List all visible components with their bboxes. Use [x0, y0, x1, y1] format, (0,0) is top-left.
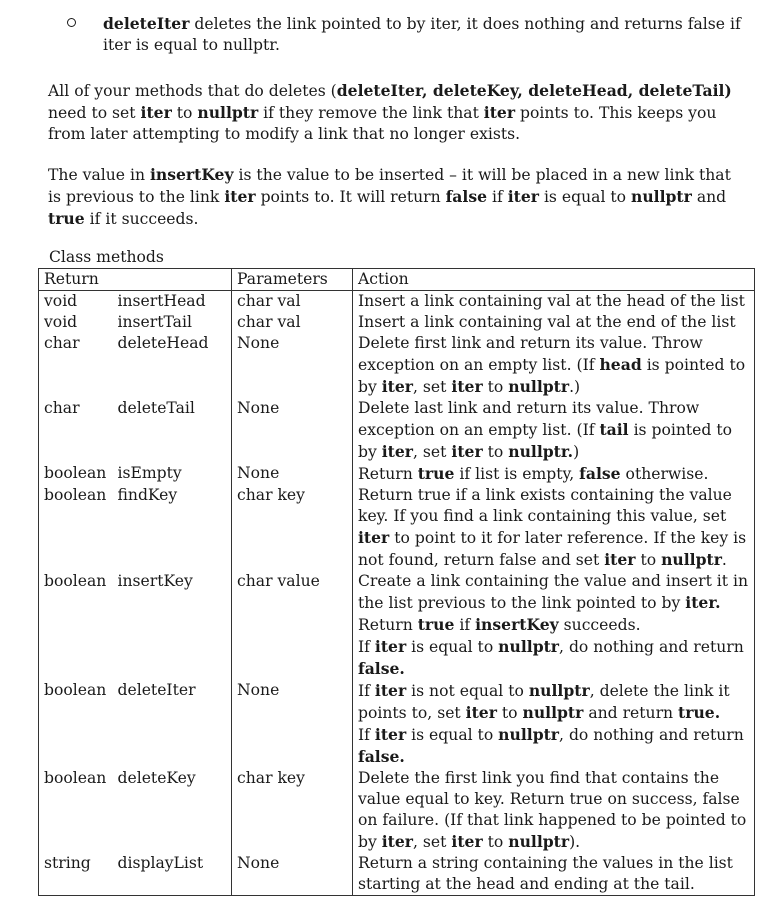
- text-run: is pointed to by: [358, 421, 733, 461]
- text-run: to: [635, 551, 662, 569]
- cell-return: boolean: [39, 680, 116, 768]
- cell-method-name: insertHead: [116, 291, 232, 313]
- cell-action: [353, 485, 755, 571]
- text-run: if: [454, 616, 476, 634]
- text-run: points to. It will return: [255, 188, 446, 206]
- cell-method-name: deleteKey: [116, 768, 232, 853]
- table-row: [39, 768, 755, 853]
- text-run: , set: [413, 378, 452, 396]
- cell-parameters: char key: [232, 485, 353, 571]
- bullet-deleteiter: [67, 13, 747, 56]
- bold-text: nullptr.: [508, 442, 574, 461]
- text-run: is not equal to: [406, 682, 529, 700]
- text-run: Create a link containing the value and insert it in the list previous to the link pointed to by: [358, 572, 749, 612]
- text-run: , do nothing and return: [559, 638, 744, 656]
- bold-text: iter: [374, 681, 407, 700]
- text-run: to: [482, 833, 509, 851]
- bullet-text: [103, 13, 747, 56]
- bold-text: nullptr: [197, 103, 259, 122]
- cell-action: [353, 571, 755, 680]
- text-run: ).: [569, 833, 581, 851]
- cell-parameters: None: [232, 398, 353, 463]
- cell-return: string: [39, 853, 116, 896]
- text-run: and return: [583, 704, 679, 722]
- cell-parameters: None: [232, 853, 353, 896]
- text-run: is the value to be inserted – it will be placed in a new link that is previous to the link: [48, 166, 731, 206]
- cell-action: [353, 463, 755, 485]
- cell-return: void: [39, 291, 116, 313]
- text-run: , set: [413, 443, 452, 461]
- text-run: ): [573, 443, 580, 461]
- text-run: is equal to: [406, 638, 499, 656]
- cell-method-name: findKey: [116, 485, 232, 571]
- bold-text: iter: [604, 550, 636, 569]
- table-row: [39, 571, 755, 680]
- cell-return: boolean: [39, 463, 116, 485]
- bold-text: iter: [465, 703, 497, 722]
- bold-text: iter: [451, 832, 483, 851]
- table-row: [39, 333, 755, 398]
- cell-action: [353, 768, 755, 853]
- bold-text: iter: [381, 377, 414, 396]
- header-name: [116, 269, 232, 291]
- bold-text: .: [715, 593, 721, 612]
- text-run: and: [691, 188, 727, 206]
- cell-action: [353, 398, 755, 463]
- text-run: , do nothing and return: [559, 726, 744, 744]
- table-row: [39, 680, 755, 768]
- bold-text: iter: [451, 377, 483, 396]
- bold-text: nullptr: [522, 703, 584, 722]
- bullet-description: deletes the link pointed to by iter, it does nothing and returns false if iter is equal to nullptr.: [103, 15, 741, 54]
- bold-text: insertKey: [475, 615, 559, 634]
- cell-method-name: insertTail: [116, 312, 232, 333]
- cell-method-name: insertKey: [116, 571, 232, 680]
- cell-parameters: char val: [232, 312, 353, 333]
- paragraph-deletes: [48, 80, 738, 145]
- cell-parameters: None: [232, 463, 353, 485]
- text-run: succeeds.: [558, 616, 641, 634]
- bullet-circle-icon: [67, 18, 76, 27]
- text-run: .: [721, 551, 727, 569]
- bold-text: false: [579, 464, 621, 483]
- bold-text: insertKey: [149, 165, 234, 184]
- table-row: [39, 398, 755, 463]
- class-methods-table: [38, 268, 755, 896]
- table-row: [39, 485, 755, 571]
- text-run: If: [358, 682, 375, 700]
- bold-text: tail: [599, 420, 629, 439]
- text-run: If: [358, 638, 375, 656]
- text-run: points to. This keeps you from later attempting to modify a link that no longer exists.: [48, 104, 717, 143]
- bullet-term: deleteIter: [103, 14, 190, 33]
- bold-text: nullptr: [498, 725, 560, 744]
- text-run: is pointed to by: [358, 356, 746, 396]
- cell-parameters: None: [232, 680, 353, 768]
- text-run: Return true if a link exists containing the value key. If you find a link containing this value, set: [358, 486, 732, 525]
- text-run: if: [487, 188, 508, 206]
- paragraph-insertkey: [48, 164, 738, 230]
- bold-text: nullptr: [631, 187, 692, 206]
- cell-return: boolean: [39, 571, 116, 680]
- cell-return: char: [39, 333, 116, 398]
- bold-text: head: [599, 355, 642, 374]
- bold-text: iter: [224, 187, 256, 206]
- header-action: Action: [353, 269, 755, 291]
- cell-action: [353, 291, 755, 313]
- cell-method-name: isEmpty: [116, 463, 232, 485]
- header-parameters: Parameters: [232, 269, 353, 291]
- text-run: .): [569, 378, 581, 396]
- text-run: Insert a link containing val at the end of the list: [358, 313, 736, 331]
- table-caption: Class methods: [49, 248, 164, 266]
- text-run: Return: [358, 465, 418, 483]
- text-run: is equal to: [406, 726, 499, 744]
- text-run: is equal to: [538, 188, 631, 206]
- bold-text: nullptr: [661, 550, 722, 569]
- text-run: , delete the link it points to, set: [358, 682, 730, 722]
- cell-action: [353, 312, 755, 333]
- header-return: Return: [39, 269, 116, 291]
- bold-text: nullptr: [498, 637, 560, 656]
- text-run: Return: [358, 616, 418, 634]
- cell-parameters: char key: [232, 768, 353, 853]
- bold-text: nullptr: [508, 377, 570, 396]
- bold-text: true.: [678, 703, 721, 722]
- text-run: to: [171, 104, 198, 122]
- bold-text: iter: [685, 593, 716, 612]
- text-run: to: [496, 704, 523, 722]
- text-run: Insert a link containing val at the head of the list: [358, 292, 745, 310]
- bold-text: false: [445, 187, 488, 206]
- cell-return: char: [39, 398, 116, 463]
- cell-return: boolean: [39, 768, 116, 853]
- text-run: if they remove the link that: [258, 104, 484, 122]
- text-run: Return a string containing the values in the list starting at the head and ending at the tail.: [358, 854, 733, 893]
- text-run: to point to it for later reference. If the key is not found, return false and set: [358, 529, 747, 569]
- bold-text: true: [417, 464, 455, 483]
- cell-action: [353, 853, 755, 896]
- text-run: Delete first link and return its value. Throw exception on an empty list. (If: [358, 334, 703, 374]
- cell-method-name: displayList: [116, 853, 232, 896]
- cell-parameters: None: [232, 333, 353, 398]
- table-row: [39, 853, 755, 896]
- bold-text: iter: [374, 637, 407, 656]
- bold-text: nullptr: [528, 681, 590, 700]
- text-run: Delete the first link you find that contains the value equal to key. Return true on success, false on failure. (If that link happened to be pointed to by: [358, 769, 747, 851]
- bold-text: iter: [358, 528, 390, 547]
- text-run: Delete last link and return its value. Throw exception on an empty list. (If: [358, 399, 700, 439]
- cell-return: boolean: [39, 485, 116, 571]
- bold-text: true: [48, 209, 85, 228]
- cell-parameters: char value: [232, 571, 353, 680]
- text-run: to: [482, 378, 509, 396]
- bold-text: iter: [140, 103, 172, 122]
- cell-return: void: [39, 312, 116, 333]
- bold-text: iter: [507, 187, 539, 206]
- cell-action: [353, 333, 755, 398]
- bold-text: true: [417, 615, 455, 634]
- cell-method-name: deleteIter: [116, 680, 232, 768]
- text-run: All of your methods that do deletes (: [48, 82, 337, 100]
- cell-parameters: char val: [232, 291, 353, 313]
- table-header-row: [39, 269, 755, 291]
- bold-text: iter: [381, 442, 414, 461]
- table-row: [39, 463, 755, 485]
- table-row: [39, 312, 755, 333]
- text-run: The value in: [48, 166, 150, 184]
- text-run: if list is empty,: [454, 465, 580, 483]
- text-run: need to set: [48, 104, 141, 122]
- bold-text: iter: [483, 103, 516, 122]
- bold-text: iter: [451, 442, 483, 461]
- bold-text: nullptr: [508, 832, 570, 851]
- bold-text: false.: [358, 747, 405, 766]
- text-run: if it succeeds.: [84, 210, 199, 228]
- bold-text: false.: [358, 659, 405, 678]
- cell-method-name: deleteTail: [116, 398, 232, 463]
- bold-text: iter: [374, 725, 407, 744]
- table-row: [39, 291, 755, 313]
- bold-text: iter: [381, 832, 414, 851]
- bold-text: deleteIter, deleteKey, deleteHead, deleteTail): [336, 81, 732, 100]
- text-run: to: [482, 443, 509, 461]
- cell-action: [353, 680, 755, 768]
- text-run: otherwise.: [620, 465, 709, 483]
- text-run: , set: [413, 833, 452, 851]
- text-run: If: [358, 726, 375, 744]
- cell-method-name: deleteHead: [116, 333, 232, 398]
